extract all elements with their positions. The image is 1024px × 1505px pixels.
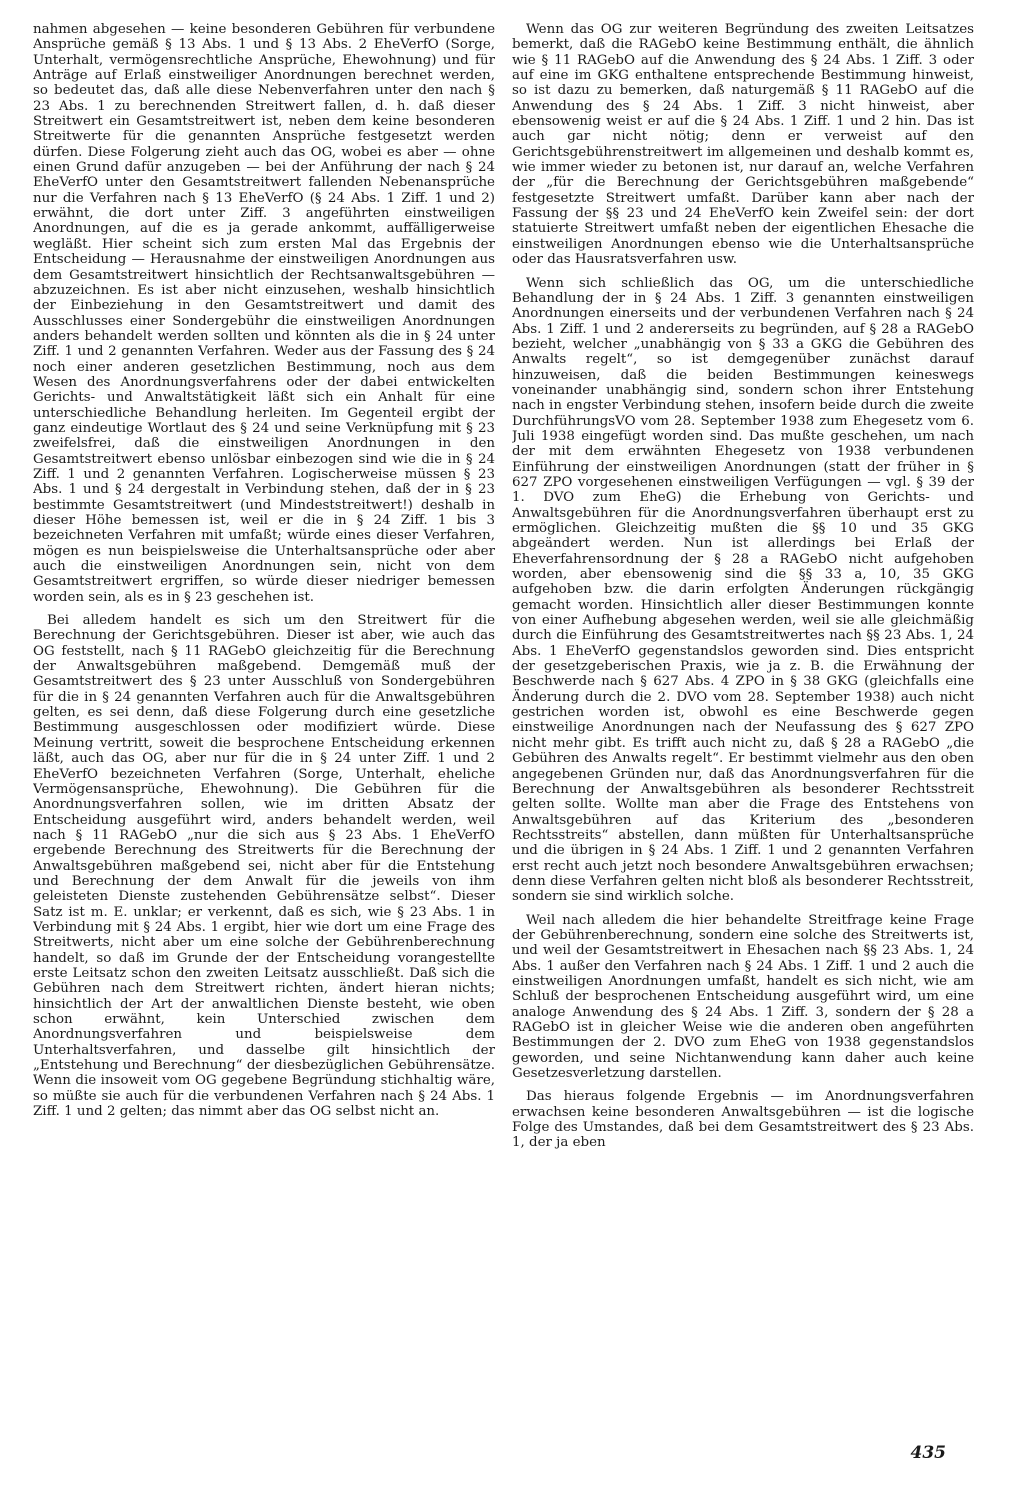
paragraph: Wenn das OG zur weiteren Begründung des zweiten Leitsatzes bemerkt, daß die RAGebO keine Bestimmung enthält, die ähnlich wie § 11 RAGebO auf die Anwendung des § 24 Abs. 1 Ziff. 3 oder auf eine im GKG enthaltene entsprechende Bestimmung hinweist, so ist dazu zu bemerken, daß naturgemäß § 11 RAGebO auf die Anwendung des § 24 Abs. 1 Ziff. 3 nicht hinweist, aber ebensowenig weist er auf die § 24 Abs. 1 Ziff. 1 und 2 hin. Das ist auch gar nicht nötig; denn er verweist auf den Gerichtsgebührenstreitwert im allgemeinen und deshalb kommt es, wie immer wieder zu betonen ist, nur darauf an, welche Verfahren der „für die Berechnung der Gerichtsgebühren maßgebende“ festgesetzte Streitwert umfaßt. Darüber kann aber nach der Fassung der §§ 23 und 24 EheVerfO kein Zweifel sein: der dort statuierte Streitwert umfaßt neben der eigentlichen Ehesache die einstweiligen Anordnungen ebenso wie die Unterhaltsansprüche oder das Hausratsverfahren usw. xyxy=(512,22,974,268)
page-number: 435 xyxy=(910,1443,946,1463)
paragraph: Das hieraus folgende Ergebnis — im Anordnungsverfahren erwachsen keine besonderen Anwaltsgebühren — ist die logische Folge des Umstandes, daß bei dem Gesamtstreitwert des § 23 Abs. 1, der ja eben xyxy=(512,1089,974,1151)
paragraph: Weil nach alledem die hier behandelte Streitfrage keine Frage der Gebührenberechnung, sondern eine solche des Streitwerts ist, und weil der Gesamtstreitwert in Ehesachen nach §§ 23 Abs. 1, 24 Abs. 1 außer den Verfahren nach § 24 Abs. 1 Ziff. 1 und 2 auch die einstweiligen Anordnungen umfaßt, handelt es sich nicht, wie am Schluß der besprochenen Entscheidung ausgeführt wird, um eine analoge Anwendung des § 24 Abs. 1 Ziff. 3, sondern der § 28 a RAGebO ist in gleicher Weise wie die anderen oben angeführten Bestimmungen der 2. DVO zum EheG von 1938 gegenstandslos geworden, und seine Nichtanwendung kann daher auch keine Gesetzesverletzung darstellen. xyxy=(512,912,974,1082)
paragraph: Bei alledem handelt es sich um den Streitwert für die Berechnung der Gerichtsgebühren. Dieser ist aber, wie auch das OG feststellt, nach § 11 RAGebO gleichzeitig für die Berechnung der Anwaltsgebühren maßgebend. Demgemäß muß der Gesamtstreitwert des § 23 unter Ausschluß von Sondergebühren für die in § 24 genannten Verfahren auch für die Anwaltsgebühren gelten, es sei denn, daß diese Folgerung durch eine gesetzliche Bestimmung ausgeschlossen oder modifiziert würde. Diese Meinung vertritt, soweit die besprochene Entscheidung erkennen läßt, auch das OG, aber nur für die in § 24 unter Ziff. 1 und 2 EheVerfO bezeichneten Verfahren (Sorge, Unterhalt, eheliche Vermögensansprüche, Ehewohnung). Die Gebühren für die Anordnungsverfahren sollen, wie im dritten Absatz der Entscheidung ausgeführt wird, anders behandelt werden, weil nach § 11 RAGebO „nur die sich aus § 23 Abs. 1 EheVerfO ergebende Berechnung des Streitwerts für die Berechnung der Anwaltsgebühren maßgebend sei, nicht aber für die Entstehung und Berechnung der dem Anwalt für die jeweils von ihm geleisteten Dienste zustehenden Gebührensätze selbst“. Dieser Satz ist m. E. unklar; er verkennt, daß es sich, wie § 23 Abs. 1 in Verbindung mit § 24 Abs. 1 ergibt, hier wie dort um eine Frage des Streitwerts, nicht aber um eine solche der Gebührenberechnung handelt, so daß im Grunde der der Entscheidung vorangestellte erste Leitsatz schon den zweiten Leitsatz ausschließt. Daß sich die Gebühren nach dem Streitwert richten, ändert hieran nichts; hinsichtlich der Art der anwaltlichen Dienste besteht, wie oben schon erwähnt, kein Unterschied zwischen dem Anordnungsverfahren und beispielsweise dem Unterhaltsverfahren, und dasselbe gilt hinsichtlich der „Entstehung und Berechnung“ der diesbezüglichen Gebührensätze. Wenn die insoweit vom OG gegebene Begründung stichhaltig wäre, so müßte sie auch für die verbundenen Verfahren nach § 24 Abs. 1 Ziff. 1 und 2 gelten; das nimmt aber das OG selbst nicht an. xyxy=(33,613,495,1120)
left-column xyxy=(33,22,495,1442)
right-column xyxy=(512,22,974,1442)
paragraph: Wenn sich schließlich das OG, um die unterschiedliche Behandlung der in § 24 Abs. 1 Ziff. 3 genannten einstweiligen Anordnungen einerseits und der verbundenen Verfahren nach § 24 Abs. 1 Ziff. 1 und 2 andererseits zu begründen, auf § 28 a RAGebO bezieht, welcher „unabhängig von § 33 a GKG die Gebühren des Anwalts regelt“, so ist demgegenüber zunächst darauf hinzuweisen, daß die beiden Bestimmungen keineswegs voneinander unabhängig sind, sondern schon ihrer Entstehung nach in engster Verbindung stehen, insofern beide durch die zweite DurchführungsVO vom 28. September 1938 zum Ehegesetz vom 6. Juli 1938 eingefügt worden sind. Das mußte geschehen, um nach der mit dem erwähnten Ehegesetz von 1938 verbundenen Einführung der einstweiligen Anordnungen (statt der früher in § 627 ZPO vorgesehenen einstweiligen Verfügungen — vgl. § 39 der 1. DVO zum EheG) die Erhebung von Gerichts- und Anwaltsgebühren für die Anordnungsverfahren überhaupt erst zu ermöglichen. Gleichzeitig mußten die §§ 10 und 35 GKG abgeändert werden. Nun ist allerdings bei Erlaß der Eheverfahrensordnung der § 28 a RAGebO nicht aufgehoben worden, aber ebensowenig sind die §§ 33 a, 10, 35 GKG aufgehoben bzw. die darin erfolgten Änderungen rückgängig gemacht worden. Hinsichtlich aller dieser Bestimmungen konnte von einer Aufhebung abgesehen werden, weil sie alle gleichmäßig durch die Einführung des Gesamtstreitwertes nach §§ 23 Abs. 1, 24 Abs. 1 EheVerfO gegenstandslos geworden sind. Dies entspricht der gesetzgeberischen Praxis, wie ja z. B. die Erwähnung der Beschwerde nach § 627 Abs. 4 ZPO in § 38 GKG (gleichfalls eine Änderung durch die 2. DVO vom 28. September 1938) auch nicht gestrichen worden ist, obwohl es eine Beschwerde gegen einstweilige Anordnungen nach der Neufassung des § 627 ZPO nicht mehr gibt. Es trifft auch nicht zu, daß § 28 a RAGebO „die Gebühren des Anwalts regelt“. Er bestimmt vielmehr aus den oben angegebenen Gründen nur, daß das Anordnungsverfahren für die Berechnung der Anwaltsgebühren als besonderer Rechtsstreit gelten sollte. Wollte man aber die Frage des Entstehens von Anwaltsgebühren auf das Kriterium des „besonderen Rechtsstreits“ abstellen, dann müßten für Unterhaltsansprüche und die übrigen in § 24 Abs. 1 Ziff. 1 und 2 genannten Verfahren erst recht auch jetzt noch besondere Anwaltsgebühren erwachsen; denn diese Verfahren gelten nicht bloß als besonderer Rechtsstreit, sondern sie sind wirklich solche. xyxy=(512,275,974,905)
paragraph: nahmen abgesehen — keine besonderen Gebühren für verbundene Ansprüche gemäß § 13 Abs. 1 und § 13 Abs. 2 EheVerfO (Sorge, Unterhalt, vermögensrechtliche Ansprüche, Ehewohnung) und für Anträge auf Erlaß einstweiliger Anordnungen berechnet werden, so bedeutet das, daß alle diese Nebenverfahren unter den nach § 23 Abs. 1 zu berechnenden Streitwert fallen, d. h. daß dieser Streitwert ein Gesamtstreitwert ist, neben dem keine besonderen Streitwerte für die genannten Ansprüche festgesetzt werden dürfen. Diese Folgerung zieht auch das OG, wobei es aber — ohne einen Grund dafür anzugeben — bei der Anführung der nach § 24 EheVerfO unter den Gesamtstreitwert fallenden Nebenansprüche nur die Verfahren nach § 13 EheVerfO (§ 24 Abs. 1 Ziff. 1 und 2) erwähnt, die dort unter Ziff. 3 angeführten einstweiligen Anordnungen, auf die es ja gerade ankommt, auffälligerweise wegläßt. Hier scheint sich zum ersten Mal das Ergebnis der Entscheidung — Herausnahme der einstweiligen Anordnungen aus dem Gesamtstreitwert hinsichtlich der Rechtsanwaltsgebühren — abzuzeichnen. Es ist aber nicht einzusehen, weshalb hinsichtlich der Einbeziehung in den Gesamtstreitwert und damit des Ausschlusses einer Sondergebühr die einstweiligen Anordnungen anders behandelt werden sollten und könnten als die in § 24 unter Ziff. 1 und 2 genannten Verfahren. Weder aus der Fassung des § 24 noch einer anderen gesetzlichen Bestimmung, noch aus dem Wesen des Anordnungsverfahrens oder der dabei entwickelten Gerichts- und Anwaltstätigkeit läßt sich ein Anhalt für eine unterschiedliche Behandlung herleiten. Im Gegenteil ergibt der ganz eindeutige Wortlaut des § 24 und seine Verknüpfung mit § 23 zweifelsfrei, daß die einstweiligen Anordnungen in den Gesamtstreitwert ebenso unlösbar einbezogen sind wie die in § 24 Ziff. 1 und 2 genannten Verfahren. Logischerweise müssen § 23 Abs. 1 und § 24 dergestalt in Verbindung stehen, daß der in § 23 bestimmte Gesamtstreitwert (und Mindeststreitwert!) deshalb in dieser Höhe bemessen ist, weil er die in § 24 Ziff. 1 bis 3 bezeichneten Verfahren mit umfaßt; würde eines dieser Verfahren, mögen es nun beispielsweise die Unterhaltsansprüche oder aber auch die einstweiligen Anordnungen sein, nicht von dem Gesamtstreitwert ergriffen, so würde dieser niedriger bemessen worden sein, als es in § 23 geschehen ist. xyxy=(33,22,495,605)
